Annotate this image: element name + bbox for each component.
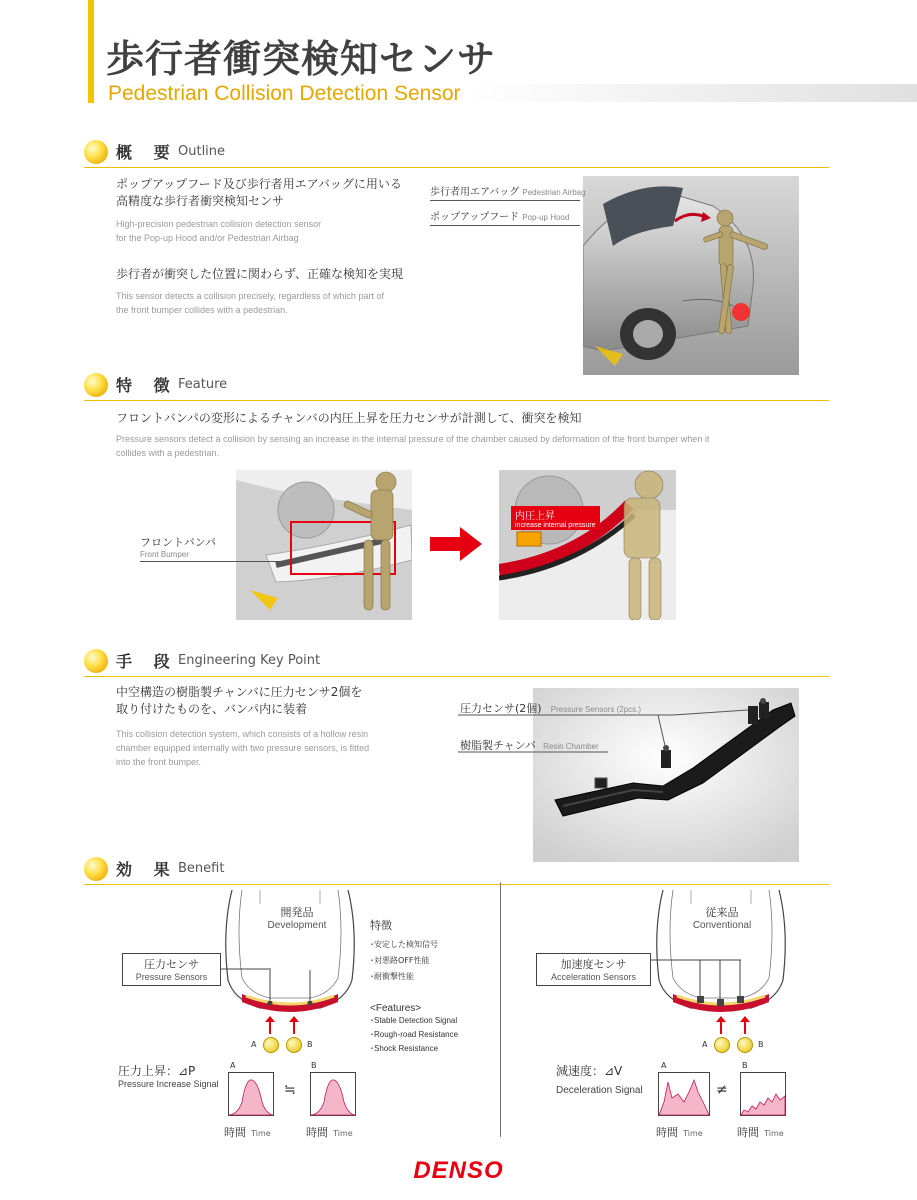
conv-time-axis-b: 時間 Time — [737, 1126, 784, 1139]
callout-popup-hood: ポップアップフード Pop-up Hood — [430, 208, 580, 226]
feature-lead-en: Pressure sensors detect a collision by sensing an increase in the internal pressure of the chamber caused by deformation of the front bumper when it collides with a pedestrian. — [116, 434, 710, 458]
section-heading-jp: 手 段 — [116, 652, 178, 671]
point-a-label: A — [702, 1040, 708, 1049]
graph-a-label: A — [230, 1061, 236, 1070]
section-feature-header — [84, 371, 829, 401]
graph-a-label: A — [661, 1061, 667, 1070]
right-arrow-icon — [430, 527, 482, 561]
engineering-lead-jp: 中空構造の樹脂製チャンバに圧力センサ2個を 取り付けたものを、バンパ内に装着 — [116, 685, 363, 716]
engineering-lead-en: This collision detection system, which consists of a hollow resin chamber equipped internally with two pressure sensors, is fitted into the front bumper. — [116, 729, 370, 767]
title-underline-gradient — [470, 84, 917, 102]
section-outline-header — [84, 138, 829, 168]
graph-b-label: B — [311, 1061, 317, 1070]
features-jp-item: ･対悪路OFF性能 — [370, 956, 430, 965]
features-list: 特徴 ･安定した検知信号 ･対悪路OFF性能 ･耐衝撃性能 <Features> ･Stable Detection Signal ･Rough-road Resistance ･Shock Resistance — [370, 917, 458, 1056]
conv-signal-graph-b — [740, 1072, 786, 1116]
outline-lead-jp: ポップアップフード及び歩行者用エアバッグに用いる 高精度な歩行者衝突検知センサ — [116, 177, 402, 208]
point-b-dot — [286, 1037, 302, 1053]
dev-sensor-leader — [221, 963, 271, 973]
section-engineering-header — [84, 647, 829, 677]
features-jp-item: ･安定した検知信号 — [370, 940, 438, 949]
page-title-en: Pedestrian Collision Detection Sensor — [108, 82, 461, 105]
features-en-item: ･Stable Detection Signal — [370, 1016, 458, 1025]
pressure-increase-label: 内圧上昇 increase internal pressure — [511, 506, 600, 530]
internal-pressure-image — [499, 470, 676, 620]
car-pedestrian-image — [583, 176, 799, 375]
dev-time-axis-b: 時間 Time — [306, 1126, 353, 1139]
features-en-item: ･Rough-road Resistance — [370, 1030, 459, 1039]
dev-time-axis-a: 時間 Time — [224, 1126, 271, 1139]
point-a-dot — [714, 1037, 730, 1053]
bullet-ball-icon — [84, 649, 108, 673]
conv-sensor-leader — [651, 955, 741, 965]
development-title: 開発品 Development — [256, 904, 338, 931]
bullet-ball-icon — [84, 373, 108, 397]
callout-airbag: 歩行者用エアバッグ Pedestrian Airbag — [430, 183, 580, 201]
section-heading-en: Feature — [178, 377, 228, 392]
outline-point-jp: 歩行者が衝突した位置に関わらず、正確な検知を実現 — [116, 267, 404, 281]
callout-front-bumper: フロントバンパ Front Bumper — [140, 534, 280, 562]
approx-equal-symbol: ≒ — [284, 1082, 296, 1098]
section-heading-jp: 効 果 — [116, 860, 178, 879]
callout-pressure-sensors: 圧力センサ(2個) Pressure Sensors (2pcs.) — [460, 702, 642, 715]
features-en-item: ･Shock Resistance — [370, 1044, 439, 1053]
point-b-label: B — [307, 1040, 313, 1049]
section-heading-jp: 概 要 — [116, 143, 178, 162]
section-heading-en: Benefit — [178, 861, 225, 876]
features-jp-item: ･耐衝撃性能 — [370, 972, 414, 981]
brand-logo: DENSO — [413, 1157, 504, 1184]
outline-point-en: This sensor detects a collision precisely, regardless of which part of the front bumper collides with a pedestrian. — [116, 291, 384, 315]
conv-sensor-label: 加速度センサ Acceleration Sensors — [536, 953, 651, 986]
callout-resin-chamber: 樹脂製チャンバ Resin Chamber — [460, 739, 599, 752]
dev-signal-graph-b — [310, 1072, 356, 1116]
page-title-jp: 歩行者衝突検知センサ — [106, 37, 497, 81]
point-a-dot — [263, 1037, 279, 1053]
section-benefit-header — [84, 855, 829, 885]
title-accent-bar — [88, 0, 94, 103]
dev-signal-title: 圧力上昇：⊿P Pressure Increase Signal — [118, 1064, 219, 1089]
bullet-ball-icon — [84, 140, 108, 164]
section-heading-en: Engineering Key Point — [178, 653, 321, 668]
feature-lead-jp: フロントバンパの変形によるチャンバの内圧上昇を圧力センサが計測して、衝突を検知 — [116, 411, 582, 425]
conv-signal-title: 減速度：⊿V Deceleration Signal — [556, 1064, 643, 1096]
conv-signal-graph-a — [658, 1072, 710, 1116]
graph-b-label: B — [742, 1061, 748, 1070]
point-b-dot — [737, 1037, 753, 1053]
dev-signal-graph-a — [228, 1072, 274, 1116]
section-heading-en: Outline — [178, 144, 226, 159]
bullet-ball-icon — [84, 857, 108, 881]
benefit-divider — [500, 882, 501, 1137]
conv-time-axis-a: 時間 Time — [656, 1126, 703, 1139]
point-a-label: A — [251, 1040, 257, 1049]
conventional-title: 従来品 Conventional — [682, 904, 762, 931]
section-heading-jp: 特 徴 — [116, 376, 178, 395]
not-equal-symbol: ≠ — [716, 1082, 728, 1098]
outline-lead-en: High-precision pedestrian collision detection sensor for the Pop-up Hood and/or Pedestrian Airbag — [116, 219, 322, 243]
point-b-label: B — [758, 1040, 764, 1049]
dev-sensor-label: 圧力センサ Pressure Sensors — [122, 953, 221, 986]
